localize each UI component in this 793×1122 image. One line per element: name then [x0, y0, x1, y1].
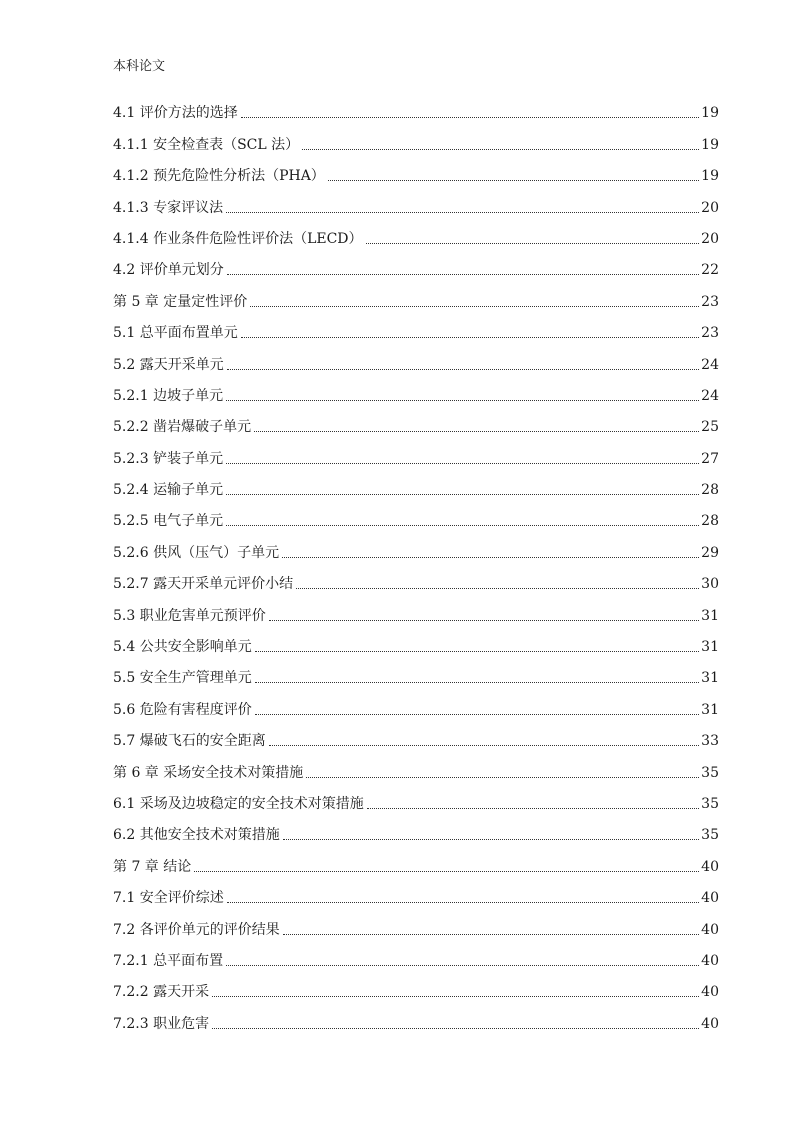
toc-entry[interactable]: [113, 156, 719, 187]
toc-entry-page-number: 35: [701, 827, 719, 844]
toc-entry[interactable]: [113, 501, 719, 532]
toc-entry-title: 7.1 安全评价综述: [113, 890, 224, 907]
toc-entry-page-number: 25: [701, 419, 719, 436]
toc-dot-leader: [226, 525, 699, 526]
toc-dot-leader: [283, 934, 699, 935]
toc-entry[interactable]: [113, 815, 719, 846]
toc-dot-leader: [306, 777, 699, 778]
toc-dot-leader: [296, 588, 699, 589]
toc-entry-page-number: 40: [701, 890, 719, 907]
toc-dot-leader: [255, 682, 699, 683]
toc-entry-title: 第 5 章 定量定性评价: [113, 293, 248, 310]
toc-entry[interactable]: [113, 564, 719, 595]
toc-dot-leader: [226, 400, 699, 401]
toc-entry-title: 7.2.2 露天开采: [113, 984, 210, 1001]
toc-entry-title: 5.3 职业危害单元预评价: [113, 607, 266, 624]
toc-entry[interactable]: [113, 281, 719, 312]
toc-dot-leader: [367, 808, 699, 809]
toc-entry-title: 6.2 其他安全技术对策措施: [113, 827, 280, 844]
toc-entry-title: 4.1.4 作业条件危险性评价法（LECD）: [113, 230, 363, 247]
toc-dot-leader: [255, 651, 699, 652]
toc-entry-page-number: 20: [701, 230, 719, 247]
toc-entry-page-number: 40: [701, 1015, 719, 1032]
toc-entry-page-number: 35: [701, 764, 719, 781]
toc-dot-leader: [227, 369, 699, 370]
toc-dot-leader: [302, 149, 699, 150]
toc-entry[interactable]: [113, 658, 719, 689]
toc-entry-page-number: 22: [701, 262, 719, 279]
toc-entry[interactable]: [113, 438, 719, 469]
toc-entry-page-number: 33: [701, 733, 719, 750]
toc-dot-leader: [226, 212, 699, 213]
toc-entry[interactable]: [113, 124, 719, 155]
toc-dot-leader: [227, 902, 699, 903]
toc-entry-title: 4.1.2 预先危险性分析法（PHA）: [113, 168, 325, 185]
toc-entry-title: 第 7 章 结论: [113, 858, 192, 875]
toc-entry[interactable]: [113, 532, 719, 563]
toc-entry-title: 5.2.5 电气子单元: [113, 513, 224, 530]
toc-entry[interactable]: [113, 1003, 719, 1034]
toc-entry[interactable]: [113, 595, 719, 626]
toc-dot-leader: [283, 839, 699, 840]
toc-entry[interactable]: [113, 187, 719, 218]
toc-entry[interactable]: [113, 972, 719, 1003]
toc-entry-page-number: 31: [701, 670, 719, 687]
toc-entry-page-number: 20: [701, 199, 719, 216]
toc-entry[interactable]: [113, 689, 719, 720]
toc-entry[interactable]: [113, 250, 719, 281]
toc-entry-page-number: 24: [701, 356, 719, 373]
toc-entry-title: 7.2.1 总平面布置: [113, 952, 224, 969]
toc-entry-page-number: 24: [701, 387, 719, 404]
toc-entry[interactable]: [113, 846, 719, 877]
toc-entry-page-number: 31: [701, 607, 719, 624]
toc-entry[interactable]: [113, 721, 719, 752]
toc-dot-leader: [269, 745, 699, 746]
toc-entry-title: 5.2.1 边坡子单元: [113, 387, 224, 404]
toc-dot-leader: [226, 463, 699, 464]
toc-entry-page-number: 19: [701, 105, 719, 122]
toc-dot-leader: [212, 1028, 699, 1029]
toc-dot-leader: [255, 714, 699, 715]
toc-dot-leader: [269, 620, 699, 621]
toc-entry-title: 7.2.3 职业危害: [113, 1015, 210, 1032]
toc-entry-page-number: 31: [701, 639, 719, 656]
toc-entry[interactable]: [113, 407, 719, 438]
toc-entry-title: 4.2 评价单元划分: [113, 262, 224, 279]
toc-dot-leader: [241, 337, 699, 338]
page-header: 本科论文: [113, 59, 166, 74]
toc-entry[interactable]: [113, 941, 719, 972]
toc-entry[interactable]: [113, 752, 719, 783]
toc-entry-page-number: 35: [701, 795, 719, 812]
toc-dot-leader: [226, 965, 699, 966]
toc-entry-title: 5.2.3 铲装子单元: [113, 450, 224, 467]
toc-dot-leader: [241, 117, 699, 118]
toc-entry[interactable]: [113, 909, 719, 940]
toc-dot-leader: [328, 180, 699, 181]
toc-entry-title: 5.5 安全生产管理单元: [113, 670, 252, 687]
toc-entry-title: 5.2.2 凿岩爆破子单元: [113, 419, 252, 436]
toc-dot-leader: [254, 431, 699, 432]
toc-entry-page-number: 28: [701, 482, 719, 499]
toc-entry-title: 5.6 危险有害程度评价: [113, 701, 252, 718]
toc-entry-page-number: 23: [701, 325, 719, 342]
toc-entry-page-number: 40: [701, 921, 719, 938]
toc-entry-title: 6.1 采场及边坡稳定的安全技术对策措施: [113, 795, 364, 812]
toc-entry-page-number: 31: [701, 701, 719, 718]
toc-entry[interactable]: [113, 784, 719, 815]
toc-entry-title: 4.1 评价方法的选择: [113, 105, 238, 122]
toc-entry[interactable]: [113, 627, 719, 658]
toc-entry-title: 5.2.6 供风（压气）子单元: [113, 544, 280, 561]
toc-entry[interactable]: [113, 219, 719, 250]
toc-entry-title: 5.4 公共安全影响单元: [113, 639, 252, 656]
toc-entry-page-number: 19: [701, 168, 719, 185]
toc-entry-page-number: 40: [701, 858, 719, 875]
toc-dot-leader: [194, 871, 699, 872]
toc-dot-leader: [226, 494, 699, 495]
table-of-contents: [113, 93, 719, 1035]
toc-entry-title: 第 6 章 采场安全技术对策措施: [113, 764, 304, 781]
toc-dot-leader: [250, 306, 699, 307]
toc-dot-leader: [366, 243, 700, 244]
toc-entry[interactable]: [113, 313, 719, 344]
toc-entry-page-number: 19: [701, 136, 719, 153]
toc-entry-page-number: 40: [701, 984, 719, 1001]
toc-entry[interactable]: [113, 376, 719, 407]
toc-entry-title: 7.2 各评价单元的评价结果: [113, 921, 280, 938]
toc-entry-page-number: 40: [701, 952, 719, 969]
toc-entry-title: 5.2.4 运输子单元: [113, 482, 224, 499]
toc-entry-title: 5.2 露天开采单元: [113, 356, 224, 373]
toc-entry-title: 5.1 总平面布置单元: [113, 325, 238, 342]
toc-entry-title: 4.1.1 安全检查表（SCL 法）: [113, 136, 300, 153]
toc-dot-leader: [282, 557, 699, 558]
toc-entry-title: 5.2.7 露天开采单元评价小结: [113, 576, 294, 593]
toc-entry[interactable]: [113, 344, 719, 375]
toc-entry-page-number: 30: [701, 576, 719, 593]
toc-entry-title: 4.1.3 专家评议法: [113, 199, 224, 216]
toc-entry-page-number: 29: [701, 544, 719, 561]
toc-entry[interactable]: [113, 878, 719, 909]
toc-dot-leader: [227, 274, 699, 275]
toc-entry-page-number: 28: [701, 513, 719, 530]
toc-entry-title: 5.7 爆破飞石的安全距离: [113, 733, 266, 750]
toc-entry[interactable]: [113, 93, 719, 124]
toc-entry[interactable]: [113, 470, 719, 501]
toc-entry-page-number: 27: [701, 450, 719, 467]
toc-dot-leader: [212, 996, 699, 997]
toc-entry-page-number: 23: [701, 293, 719, 310]
